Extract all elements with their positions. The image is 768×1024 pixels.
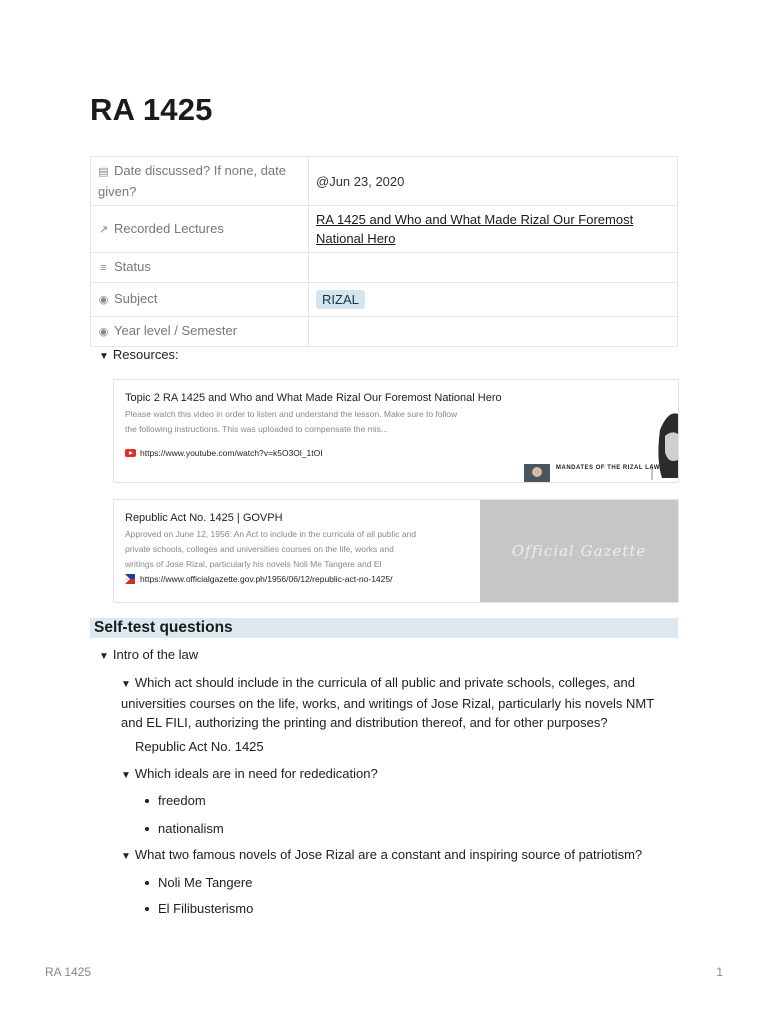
resources-toggle[interactable]: ▼ Resources: xyxy=(99,345,179,366)
property-key: ◉ Subject xyxy=(91,283,309,317)
question-line: universities courses on the life, works, and writings of Jose Rizal, particularly his novels NMT xyxy=(121,696,655,711)
answer-text: Republic Act No. 1425 xyxy=(135,739,264,754)
bookmark-thumbnail xyxy=(522,380,678,482)
list-item: Noli Me Tangere xyxy=(158,875,253,890)
bookmark-thumbnail xyxy=(480,500,678,602)
bookmark-url: https://www.youtube.com/watch?v=k5O3Ol_1tOI xyxy=(125,448,520,458)
property-row xyxy=(91,317,678,347)
list-icon: ≡ xyxy=(100,262,107,274)
calendar-icon: ▤ xyxy=(98,166,109,178)
property-value[interactable] xyxy=(309,253,678,283)
toggle-triangle-icon[interactable]: ▼ xyxy=(121,679,131,690)
list-item: freedom xyxy=(158,793,206,808)
intro-toggle[interactable]: ▼ Intro of the law xyxy=(99,645,198,666)
properties-table xyxy=(90,156,678,347)
recorded-lecture-link[interactable]: RA 1425 and Who and What Made Rizal Our Foremost National Hero xyxy=(316,212,634,246)
bookmark-title: Topic 2 RA 1425 and Who and What Made Rizal Our Foremost National Hero xyxy=(125,392,502,404)
bookmark-description: Approved on June 12, 1956: An Act to include in the curricula of all public and xyxy=(125,529,417,539)
property-key: ↗ Recorded Lectures xyxy=(91,206,309,253)
property-row xyxy=(91,157,678,206)
property-value[interactable]: @Jun 23, 2020 xyxy=(309,157,678,206)
select-icon: ◉ xyxy=(98,294,109,306)
bookmark-title: Republic Act No. 1425 | GOVPH xyxy=(125,512,283,524)
bookmark-description: writings of Jose Rizal, particularly his novels Noli Me Tangere and El xyxy=(125,559,382,569)
page-title: RA 1425 xyxy=(90,92,213,127)
arrow-up-right-icon: ↗ xyxy=(98,223,109,236)
bookmark-text xyxy=(125,380,520,458)
bookmark-description: Please watch this video in order to listen and understand the lesson. Make sure to follow xyxy=(125,409,458,419)
official-gazette-logo: Official Gazette xyxy=(511,542,647,560)
property-key: ◉ Year level / Semester xyxy=(91,317,309,347)
bookmark-youtube[interactable] xyxy=(113,379,679,483)
property-key: ≡ Status xyxy=(91,253,309,283)
toggle-triangle-icon[interactable]: ▼ xyxy=(99,351,109,362)
youtube-icon xyxy=(125,449,136,457)
question-line: ▼ Which act should include in the curricula of all public and private schools, colleges, and xyxy=(121,673,681,694)
page-number: 1 xyxy=(716,965,723,979)
property-value xyxy=(309,206,678,253)
toggle-triangle-icon[interactable]: ▼ xyxy=(121,851,131,862)
footer-title: RA 1425 xyxy=(45,965,92,979)
subject-tag[interactable]: RIZAL xyxy=(316,290,365,309)
toggle-triangle-icon[interactable]: ▼ xyxy=(121,770,131,781)
bookmark-description: private schools, colleges and universities courses on the life, works and xyxy=(125,544,394,554)
property-value xyxy=(309,283,678,317)
section-heading: Self-test questions xyxy=(90,618,678,638)
list-item: El Filibusterismo xyxy=(158,901,254,916)
question-line: and EL FILI, authorizing the printing and distribution thereof, and for other purposes? xyxy=(121,715,608,730)
bookmark-url: https://www.officialgazette.gov.ph/1956/06/12/republic-act-no-1425/ xyxy=(125,574,475,584)
question-toggle[interactable] xyxy=(121,673,681,732)
property-row xyxy=(91,206,678,253)
bookmark-govph[interactable] xyxy=(113,499,679,603)
list-item: nationalism xyxy=(158,821,224,836)
toggle-triangle-icon[interactable]: ▼ xyxy=(99,651,109,662)
ph-flag-icon xyxy=(125,574,135,584)
question-toggle[interactable]: ▼ What two famous novels of Jose Rizal are a constant and inspiring source of patriotism? xyxy=(121,845,642,866)
question-toggle[interactable]: ▼ Which ideals are in need for rededication? xyxy=(121,764,378,785)
thumbnail-caption: MANDATES OF THE RIZAL LAW xyxy=(556,465,660,471)
property-value[interactable] xyxy=(309,317,678,347)
property-row xyxy=(91,283,678,317)
property-key: ▤ Date discussed? If none, date given? xyxy=(91,157,309,206)
property-row xyxy=(91,253,678,283)
bookmark-text xyxy=(125,500,475,584)
select-icon: ◉ xyxy=(98,326,109,338)
bookmark-description: the following instructions. This was uploaded to compensate the mis... xyxy=(125,424,389,434)
